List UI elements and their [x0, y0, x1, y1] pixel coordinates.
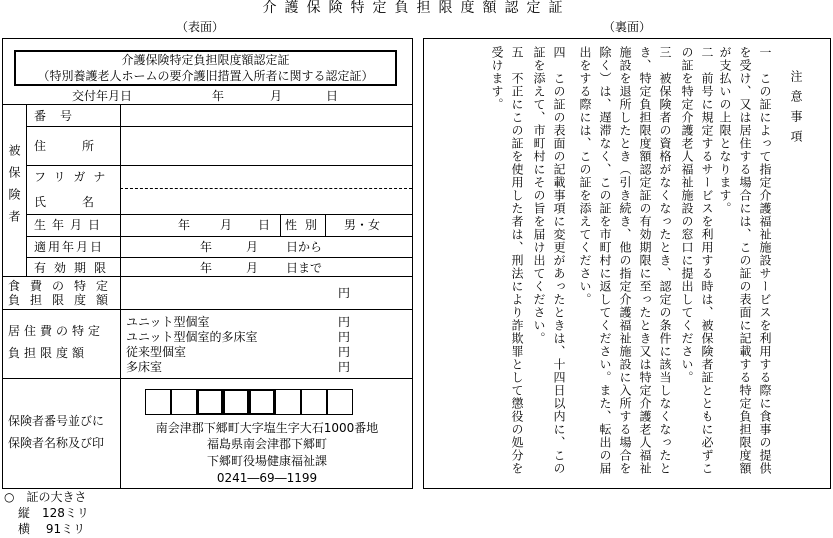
apply-year: 年	[200, 240, 213, 254]
insurer-prefecture: 福島県南会津郡下郷町	[206, 437, 327, 451]
number-label: 番号	[34, 109, 87, 123]
yen-unit-private: 円	[338, 315, 351, 329]
insurer-number-boxes	[145, 389, 355, 415]
birth-day: 日	[258, 218, 271, 232]
room-type-unit-private: ユニット型個室	[126, 315, 210, 329]
certificate-name-line2: （特別養護老人ホームの要介護旧措置入所者に関する認定証）	[37, 69, 374, 83]
room-type-unit-semi-private: ユニット型個室的多床室	[126, 330, 258, 344]
note-item-1: 一 この証によって指定介護福祉施設サービスを利用する際に食事の提供を受け、又は居住する場合には、この証の表面に記載する特定負担限度額が支払いの上限となります。	[718, 46, 772, 475]
front-label: （表面）	[176, 20, 225, 34]
food-limit-yen: 円	[338, 286, 351, 300]
furigana-label: フリガナ	[34, 170, 114, 184]
insurer-number-digit	[301, 389, 327, 415]
insurer-address: 南会津郡下郷町大字塩生字大石1000番地	[155, 421, 379, 435]
birth-date-label: 生年月日	[34, 218, 107, 232]
insurer-label-line2: 保険者名称及び印	[8, 436, 105, 450]
note-item-4: 四 この証の表面の記載事項に変更があったときは、十四日以内に、この証を添えて、市町村にその旨を届け出てください。	[532, 46, 566, 475]
yen-conventional-private: 円	[338, 345, 351, 359]
apply-day-suffix: 日から	[286, 240, 323, 254]
insurer-number-digit	[249, 389, 275, 415]
note-item-5: 五 不正にこの証を使用した者は、刑法により詐欺罪として懲役の処分を受けます。	[490, 46, 524, 475]
food-limit-label-line2: 負担限度額	[8, 293, 119, 307]
birth-month: 月	[220, 218, 233, 232]
insurer-number-digit	[197, 389, 223, 415]
yen-unit-semi-private: 円	[338, 330, 351, 344]
name-label: 氏名	[34, 195, 131, 209]
insurer-office: 下郷町役場健康福祉課	[206, 454, 327, 468]
back-label: （裏面）	[603, 20, 652, 34]
issue-date-label: 交付年月日	[72, 89, 133, 103]
issue-date-day: 日	[326, 89, 339, 103]
note-item-3: 三 被保険者の資格がなくなったとき、認定の条件に該当しなくなったとき、特定負担限度額認定証の有効期限に至ったとき又は特定介護老人福祉施設を退所したとき（引き続き、他の指定介護福祉施設に入所する場合を除く）は、遅滞なく、この証を市町村に返してください。また、転出の届出をする際には、この証を添えてください。	[578, 46, 672, 475]
issue-date-year: 年	[212, 89, 225, 103]
validity-label: 有効期限	[34, 261, 115, 275]
insurer-number-digit	[327, 389, 353, 415]
insurer-number-digit	[145, 389, 171, 415]
size-width: 横 91ミリ	[18, 522, 86, 536]
yen-multi-bed: 円	[338, 360, 351, 374]
room-type-conventional-private: 従来型個室	[126, 345, 187, 359]
valid-day-suffix: 日まで	[286, 261, 323, 275]
note-item-2: 二 前号に規定するサービスを利用する時は、被保険者証とともに必ずこの証を特定介護老人福祉施設の窓口に提出してください。	[680, 46, 714, 475]
certificate-name-line1: 介護保険特定負担限度額認定証	[121, 53, 290, 67]
room-type-multi-bed: 多床室	[126, 360, 163, 374]
insurer-phone: 0241―69―1199	[216, 471, 318, 485]
sex-label: 性別	[285, 218, 326, 232]
address-label: 住所	[34, 139, 131, 153]
apply-date-label: 適用年月日	[34, 240, 105, 254]
valid-month: 月	[246, 261, 259, 275]
insurer-number-digit	[275, 389, 301, 415]
birth-year: 年	[178, 218, 191, 232]
sex-value: 男・女	[344, 218, 381, 232]
food-limit-label-line1: 食費の特定	[8, 279, 119, 293]
insurer-number-digit	[171, 389, 197, 415]
residence-limit-label-line2: 負担限度額	[8, 346, 89, 360]
valid-year: 年	[200, 261, 213, 275]
page-title: 介護保険特定負担限度額認定証	[262, 0, 571, 16]
size-heading: ○ 証の大きさ	[4, 490, 87, 504]
residence-limit-label-line1: 居住費の特定	[8, 324, 105, 338]
apply-month: 月	[246, 240, 259, 254]
insurer-number-digit	[223, 389, 249, 415]
issue-date-month: 月	[270, 89, 283, 103]
insured-group-label: 被保険者	[7, 144, 21, 232]
size-height: 縦 128ミリ	[18, 506, 89, 520]
insurer-label-line1: 保険者番号並びに	[8, 414, 105, 428]
notes-heading: 注意事項	[789, 70, 803, 150]
